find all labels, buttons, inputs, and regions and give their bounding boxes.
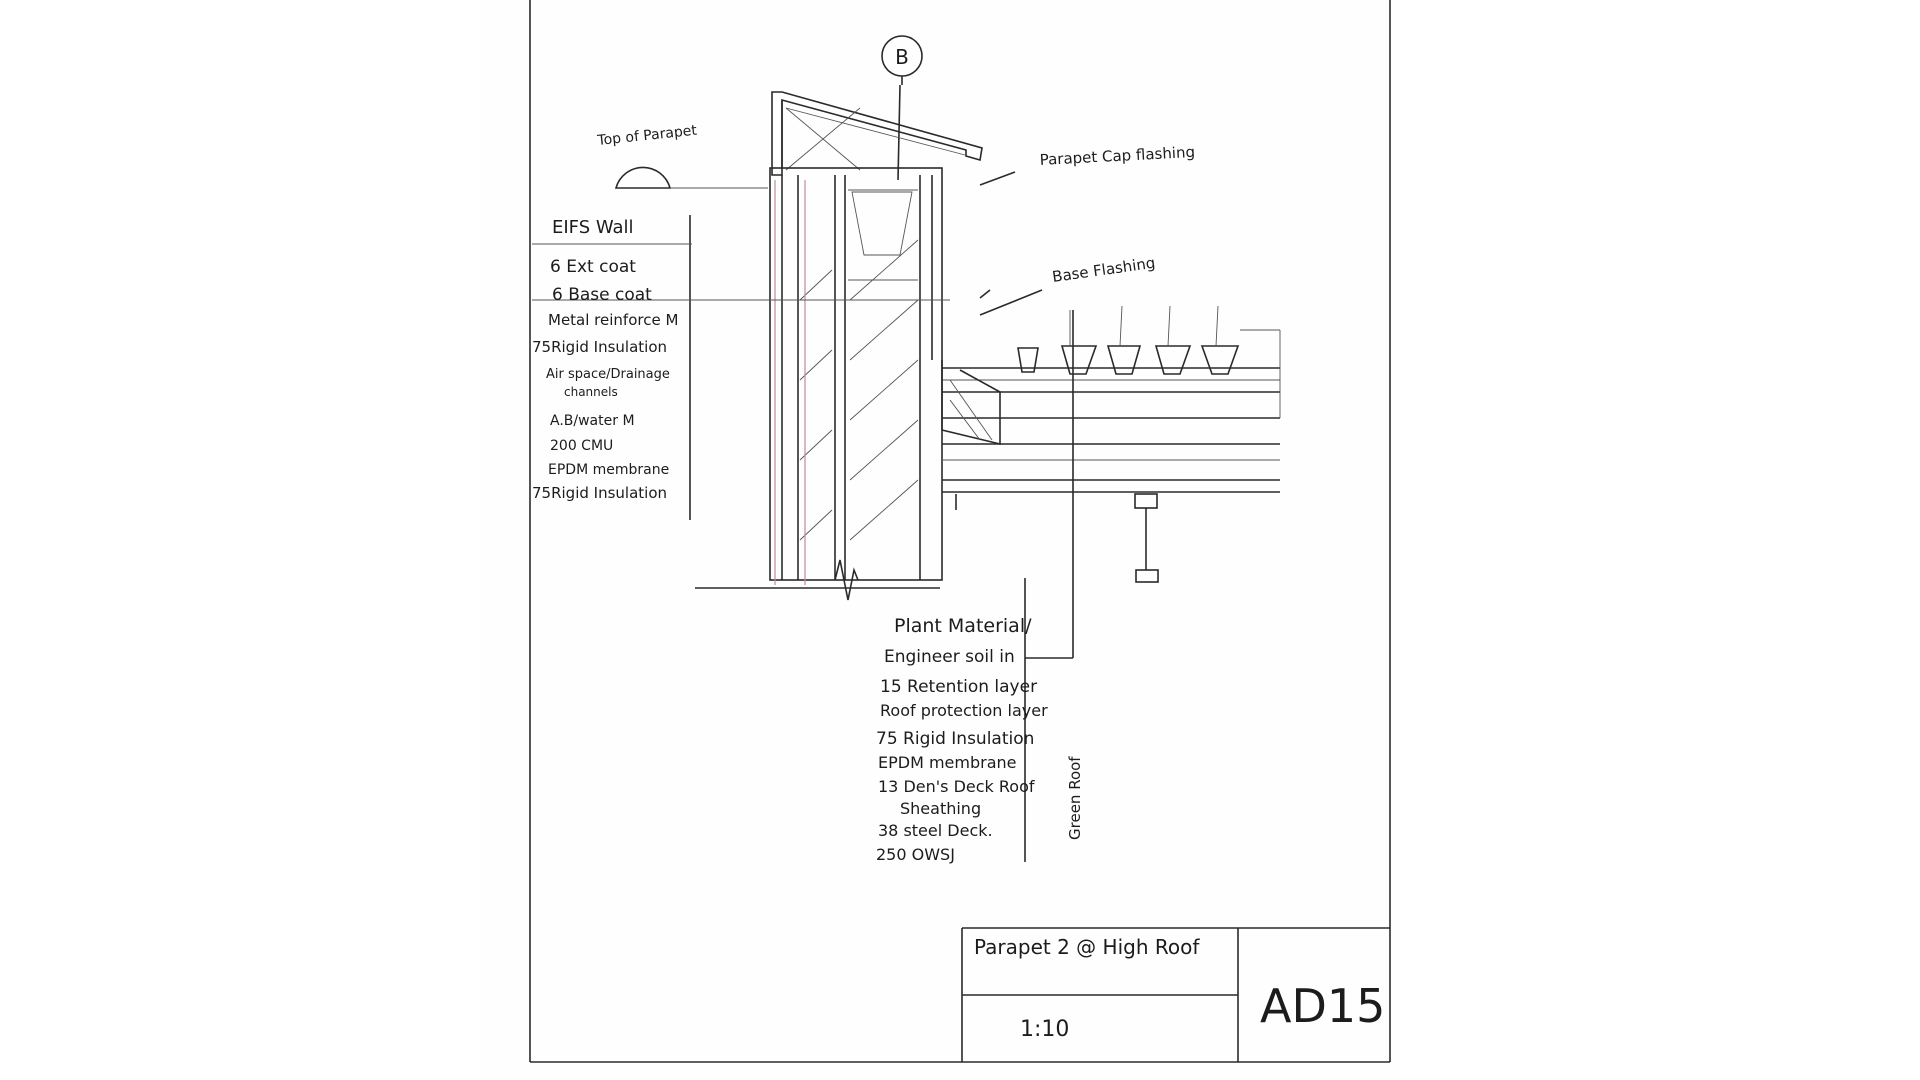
section-marker [882,36,922,180]
green-roof-layer: Roof protection layer [880,701,1048,720]
section-marker-label: B [895,45,909,69]
eifs-layer: Air space/Drainage [546,367,670,382]
green-roof-layer: Plant Material/ [894,615,1032,637]
parapet-cap-flashing-shape [772,92,982,175]
base-flashing-label: Base Flashing [1051,253,1157,286]
eifs-layer: 75Rigid Insulation [532,484,667,502]
green-roof-layer: 15 Retention layer [880,677,1038,697]
green-roof-layer: 75 Rigid Insulation [876,729,1035,749]
green-roof-layer: EPDM membrane [878,753,1017,772]
green-roof-layer: 250 OWSJ [876,845,955,864]
green-roof-layer: Sheathing [900,799,982,818]
green-roof-layer: 13 Den's Deck Roof [878,777,1035,796]
eifs-layer: A.B/water M [550,413,635,429]
eifs-wall-layers [532,257,678,502]
eifs-wall-heading: EIFS Wall [552,217,634,238]
parapet-wall [695,168,942,600]
drawing-scale: 1:10 [1020,1017,1070,1042]
eifs-layer: channels [564,385,618,399]
sheet-number: AD15 [1260,979,1386,1033]
eifs-layer: 200 CMU [550,438,614,454]
eifs-layer: 6 Ext coat [550,257,636,277]
drawing-title: Parapet 2 @ High Roof [974,935,1200,959]
parapet-cap-flashing-label: Parapet Cap flashing [1039,142,1196,169]
green-roof-layer: 38 steel Deck. [878,821,993,840]
detail-drawing [480,0,1400,1080]
eifs-layer: Metal reinforce M [548,311,679,329]
eifs-layer: EPDM membrane [548,462,670,478]
top-of-parapet-label: Top of Parapet [596,122,698,149]
drawing-sheet [480,0,1400,1080]
eifs-layer: 6 Base coat [552,285,652,305]
roof-assembly [942,306,1280,582]
eifs-layer: 75Rigid Insulation [532,338,667,356]
green-roof-label: Green Roof [1066,756,1084,840]
green-roof-layers [876,615,1048,864]
green-roof-layer: Engineer soil in [884,647,1015,667]
